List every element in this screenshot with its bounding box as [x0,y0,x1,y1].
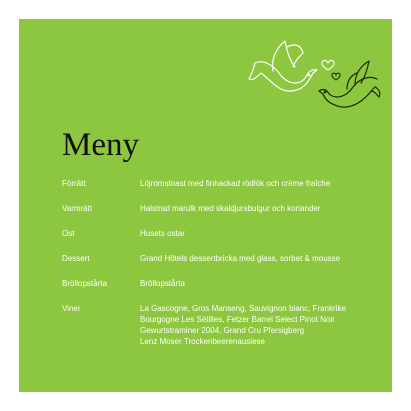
course-row [62,203,382,214]
course-dish [140,303,382,347]
heart-icon [322,60,334,70]
menu-card [19,19,392,392]
course-name: Dessert [62,254,90,263]
course-row [62,303,382,347]
course-name: Ost [62,229,75,238]
menu-title: Meny [62,127,139,163]
course-dish [140,228,382,239]
doves-illustration [243,37,383,117]
dish-line: Lenz Moser Trockenbeerenauslese [140,337,265,346]
dish-line: Bourgogne Les Sétilles, Fetzer Barrel Select Pinot Noir [140,315,335,324]
course-name: Varmrätt [62,204,93,213]
course-name: Bröllopstårta [62,279,107,288]
dove-icon [249,41,317,91]
course-dish [140,178,382,189]
dish-line: La Gascogne, Gros Manseng, Sauvignon blanc, Frankrike [140,304,346,313]
dish-line: Löjromstoast med finhackad rödlök och crème fraîche [140,179,331,188]
heart-icon [332,73,340,80]
course-row [62,253,382,264]
dove-icon [319,61,380,107]
dish-line: Husets ostar [140,229,185,238]
course-dish [140,278,382,289]
course-name: Förrätt [62,179,86,188]
course-list [62,178,382,347]
course-dish [140,253,382,264]
course-name: Viner [62,304,81,313]
course-row [62,228,382,239]
course-row [62,178,382,189]
course-row [62,278,382,289]
course-dish [140,203,382,214]
dish-line: Bröllopstårta [140,279,185,288]
dish-line: Grand Hôtels dessertbricka med glass, sorbet & mousse [140,254,341,263]
dish-line: Halstrad marulk med skaldjursbulgur och koriander [140,204,321,213]
dish-line: Gewurtstraminer 2004, Grand Cru Pfersigberg [140,326,305,335]
